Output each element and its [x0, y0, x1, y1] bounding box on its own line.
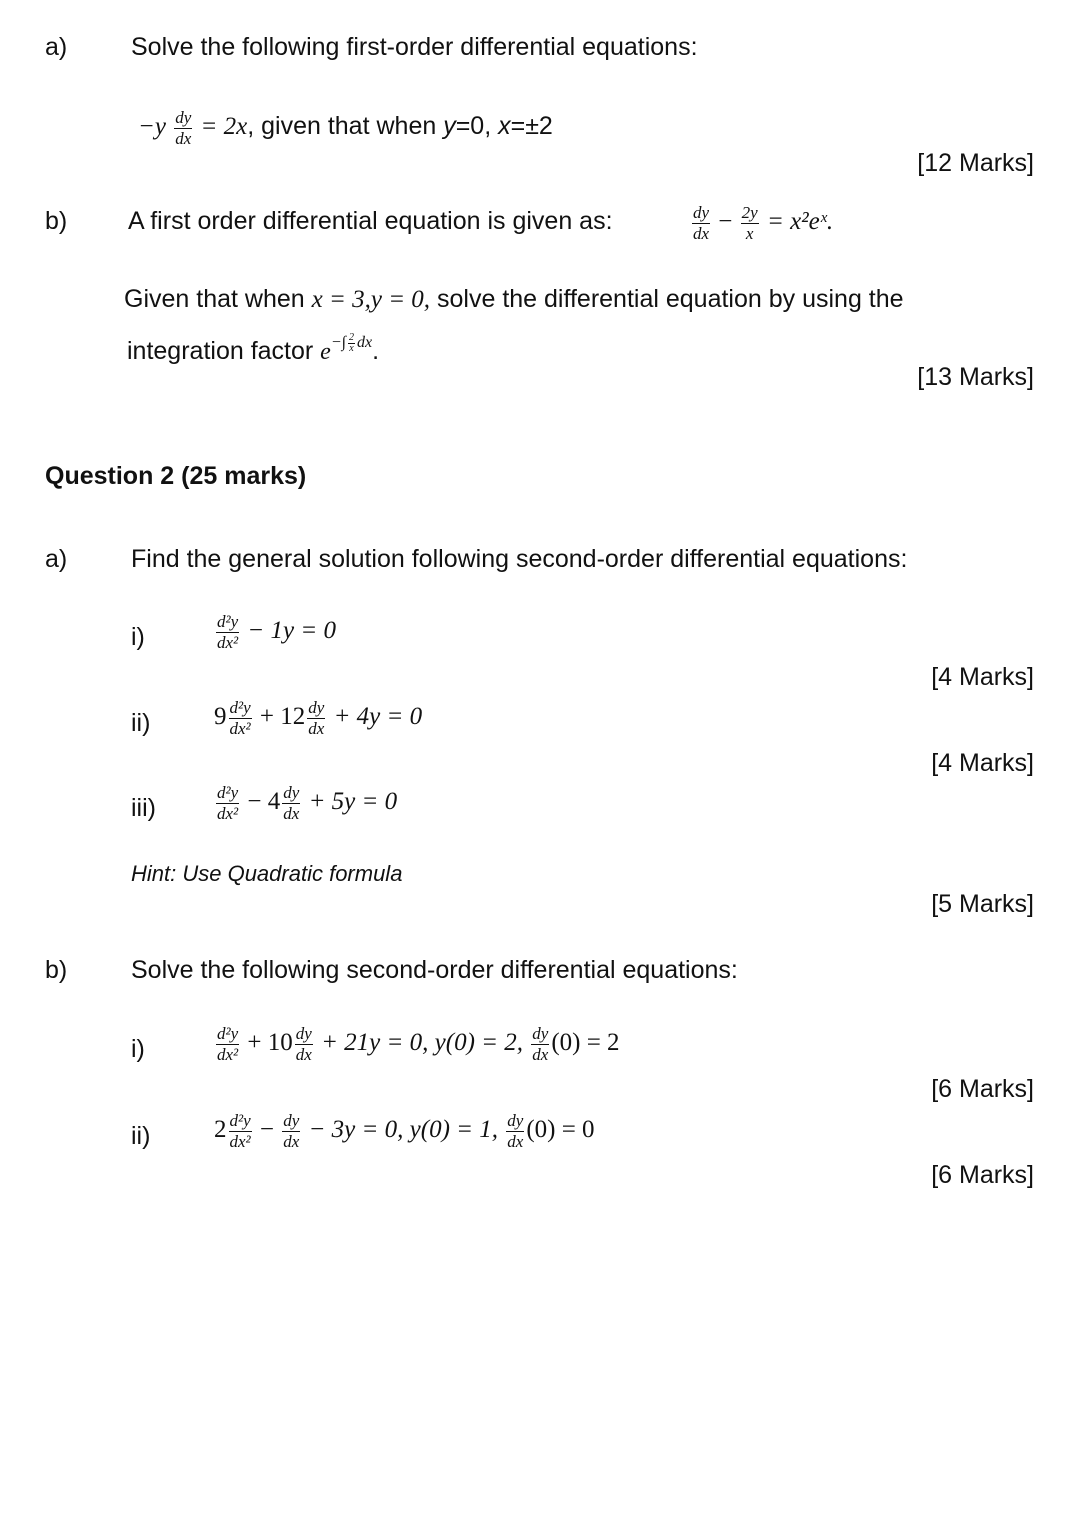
q1b-given-math: x = 3,y = 0, [311, 286, 431, 313]
dy-dx-fraction: $\frac{dy}{dx}$ [507, 1111, 524, 1151]
q1b-given-line: Given that when x = 3,y = 0, solve the differential equation by using the [124, 285, 904, 313]
q1a-instruction: Solve the following first-order differential equations: [131, 33, 698, 61]
q2a-label: a) [45, 545, 68, 573]
q2b-i-label: i) [131, 1035, 145, 1063]
q1a-label: a) [45, 33, 68, 61]
q2a-hint: Hint: Use Quadratic formula [131, 861, 403, 886]
q2a-i-equation: $\frac{\text{d²y}}{\text{dx²}}$ − 1y = 0 [217, 612, 336, 652]
q2a-instruction: Find the general solution following second-order differential equations: [131, 545, 908, 573]
dy-dx-fraction: $\frac{dy}{dx}$ [308, 698, 325, 738]
q1b-integration-line: integration factor $e^{-\int \frac{2}{x} dx}$. [127, 331, 380, 365]
q2a-iii-label: iii) [131, 794, 156, 822]
q2b-ii-marks: [6 Marks] [931, 1161, 1034, 1189]
d2y-dx2-fraction: $\frac{\text{d²y}}{\text{dx²}}$ [229, 698, 251, 738]
dy-dx-fraction: $\frac{dy}{dx}$ [175, 108, 192, 148]
q2b-i-marks: [6 Marks] [931, 1075, 1034, 1103]
q1a-eq-lead: −y [138, 113, 166, 141]
q2a-iii-equation: $\frac{\text{d²y}}{\text{dx²}}$ − 4 $\frac{dy}{dx}$ + 5y = 0 [217, 783, 398, 823]
q1a-condition: , given that when y=0, x=±2 [247, 112, 553, 141]
q2b-i-equation: $\frac{\text{d²y}}{\text{dx²}}$ + 10 $\frac{dy}{dx}$ + 21y = 0, y(0) = 2, $\frac{dy}{dx}$ (0) = 2 [217, 1024, 620, 1064]
q2a-ii-label: ii) [131, 709, 151, 737]
q2b-ii-equation: 2 $\frac{\text{d²y}}{\text{dx²}}$ − $\frac{dy}{dx}$ − 3y = 0, y(0) = 1, $\frac{dy}{dx}$ (0) = 0 [214, 1111, 595, 1151]
q1b-label: b) [45, 207, 68, 235]
dy-dx-fraction: $\frac{dy}{dx}$ [283, 1111, 300, 1151]
q1a-marks: [12 Marks] [917, 149, 1034, 177]
dy-dx-fraction: $\frac{dy}{dx}$ [693, 203, 710, 243]
d2y-dx2-fraction: $\frac{\text{d²y}}{\text{dx²}}$ [217, 612, 239, 652]
d2y-dx2-fraction: $\frac{\text{d²y}}{\text{dx²}}$ [229, 1111, 251, 1151]
q1b-intro: A first order differential equation is given as: [128, 207, 613, 235]
q1a-equation [138, 108, 553, 149]
dy-dx-fraction: $\frac{dy}{dx}$ [295, 1024, 312, 1064]
dy-dx-fraction: $\frac{dy}{dx}$ [532, 1024, 549, 1064]
d2y-dx2-fraction: $\frac{\text{d²y}}{\text{dx²}}$ [217, 783, 239, 823]
q2a-iii-marks: [5 Marks] [931, 890, 1034, 918]
q2a-ii-marks: [4 Marks] [931, 749, 1034, 777]
q2-heading: Question 2 (25 marks) [45, 462, 307, 490]
q2b-ii-label: ii) [131, 1122, 151, 1150]
q2b-label: b) [45, 956, 68, 984]
d2y-dx2-fraction: $\frac{\text{d²y}}{\text{dx²}}$ [217, 1024, 239, 1064]
q2a-ii-equation: 9 $\frac{\text{d²y}}{\text{dx²}}$ + 12 $\frac{dy}{dx}$ + 4y = 0 [214, 698, 423, 738]
q2a-i-label: i) [131, 623, 145, 651]
dy-dx-fraction: $\frac{dy}{dx}$ [283, 783, 300, 823]
q1a-eq-rhs: = 2x [200, 113, 248, 141]
two-y-over-x-fraction: $\frac{2y}{x}$ [741, 203, 758, 243]
q1b-eq-rhs: = x²eˣ. [766, 208, 834, 236]
q1b-marks: [13 Marks] [917, 363, 1034, 391]
q2b-instruction: Solve the following second-order differential equations: [131, 956, 738, 984]
q2a-i-marks: [4 Marks] [931, 663, 1034, 691]
q1b-equation: $\frac{dy}{dx}$ − $\frac{2y}{x}$ = x²eˣ. [693, 203, 834, 243]
integration-factor: $e^{-\int \frac{2}{x} dx}$ [320, 331, 373, 365]
